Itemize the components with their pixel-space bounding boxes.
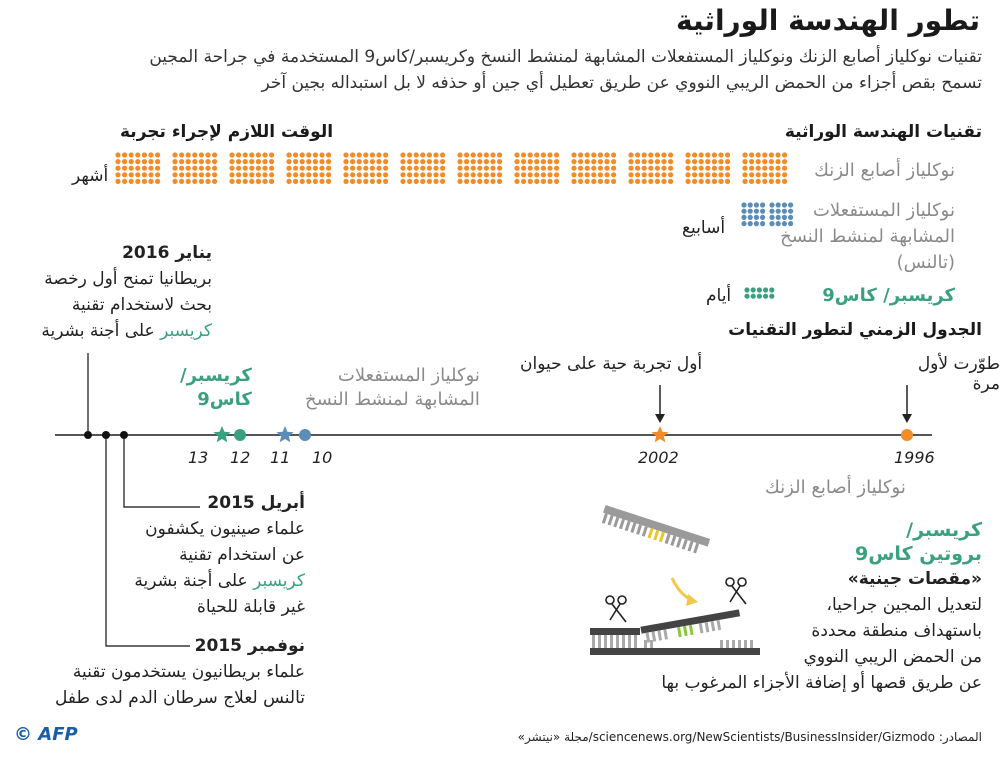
- crispr-box-line-2: باستهداف منطقة محددة: [811, 621, 982, 641]
- crispr-box-title-1: كريسبر/: [906, 519, 982, 541]
- event-jan-2016-tail: على أجنة بشرية: [41, 321, 161, 341]
- event-apr-2015-line-2: عن استخدام تقنية: [179, 545, 305, 565]
- crispr-box-line-3: من الحمض الريبي النووي: [803, 647, 982, 667]
- event-jan-2016-line-2: بحث لاستخدام تقنية: [71, 295, 212, 315]
- crispr-box-line-4: عن طريق قصها أو إضافة الأجزاء المرغوب بها: [661, 673, 982, 693]
- event-apr-2015-date: أبريل 2015: [207, 493, 305, 513]
- label-talens-line-2: المشابهة لمنشط النسخ: [305, 389, 480, 410]
- year-2002: 2002: [638, 448, 679, 467]
- event-jan-2016-date: يناير 2016: [122, 243, 212, 263]
- event-apr-2015-highlight: كريسبر: [253, 571, 305, 591]
- year-11: 11: [270, 448, 291, 467]
- marker-jan-2016: [84, 431, 92, 439]
- label-crispr-line-1: كريسبر/: [180, 365, 252, 386]
- tech-talens-line-1: نوكلياز المستفعلات: [812, 200, 955, 221]
- tech-crispr-duration: أيام: [706, 286, 732, 306]
- tech-talens-line-2: المشابهة لمنشط النسخ: [780, 226, 955, 247]
- marker-2011: [276, 426, 293, 442]
- time-needed-header: الوقت اللازم لإجراء تجربة: [120, 122, 334, 142]
- scissors-left-icon: [606, 596, 626, 622]
- arrow-1996-head: [902, 414, 912, 423]
- event-apr-2015-tail: على أجنة بشرية: [134, 571, 254, 591]
- year-1996: 1996: [894, 448, 935, 467]
- event-apr-2015-line-1: علماء صينيون يكشفون: [145, 519, 305, 539]
- label-first-animal: أول تجربة حية على حيوان: [520, 354, 703, 374]
- label-zinc: نوكلياز أصابع الزنك: [765, 477, 906, 498]
- tech-crispr-name: كريسبر/ كاس9: [822, 285, 955, 306]
- arrow-2002-head: [655, 414, 665, 423]
- event-apr-2015-line-3: [45, 568, 305, 594]
- event-nov-2015-line-2: تالنس لعلاج سرطان الدم لدى طفل: [55, 688, 305, 708]
- marker-2013: [213, 426, 230, 442]
- year-13: 13: [188, 448, 209, 467]
- marker-1996: [901, 429, 913, 441]
- event-nov-2015-date: نوفمبر 2015: [194, 636, 305, 656]
- afp-logo: © AFP: [14, 724, 78, 745]
- marker-apr-2015: [120, 431, 128, 439]
- subtitle-line-2: تسمح بقص أجزاء من الحمض الريبي النووي عن طريق تعطيل أي جين أو حذفه لا بل استبداله بجين آخر: [261, 73, 982, 93]
- event-nov-2015-line-1: علماء بريطانيون يستخدمون تقنية: [72, 662, 305, 682]
- marker-2012: [234, 429, 246, 441]
- label-crispr-line-2: كاس9: [197, 389, 252, 410]
- crispr-box-title-2: بروتين كاس9: [854, 543, 982, 565]
- label-first-developed: طوّرت لأول مرة: [917, 354, 1000, 394]
- subtitle-line-1: تقنيات نوكلياز أصابع الزنك ونوكلياز المستفعلات المشابهة لمنشط النسخ وكريسبر/كاس9 المستخدمة في جراحة المجين: [149, 47, 982, 67]
- techniques-header: تقنيات الهندسة الوراثية: [784, 122, 982, 142]
- tech-zinc-duration: أشهر: [72, 166, 109, 186]
- tech-zinc-name: نوكلياز أصابع الزنك: [814, 160, 955, 181]
- event-nov-2015: [5, 633, 305, 711]
- event-jan-2016: [0, 240, 212, 344]
- crispr-box-subtitle: «مقصات جينية»: [847, 569, 982, 589]
- marker-nov-2015: [102, 431, 110, 439]
- marker-2002: [651, 426, 668, 442]
- year-12: 12: [230, 448, 251, 467]
- event-apr-2015: [45, 490, 305, 620]
- tech-talens-duration: أسابيع: [682, 218, 726, 238]
- tech-talens-line-3: (تالنس): [896, 252, 955, 273]
- source-credits: المصادر: sciencenews.org/NewScientists/BusinessInsider/Gizmodo/مجلة «نيتشر»: [517, 730, 982, 744]
- crispr-box-line-1: لتعديل المجين جراحيا،: [826, 595, 982, 615]
- marker-2010: [299, 429, 311, 441]
- event-jan-2016-highlight: كريسبر: [160, 321, 212, 341]
- year-10: 10: [312, 448, 333, 467]
- event-jan-2016-line-1: بريطانيا تمنح أول رخصة: [44, 269, 212, 289]
- label-talens-line-1: نوكلياز المستفعلات: [337, 365, 480, 386]
- timeline-header: الجدول الزمني لتطور التقنيات: [728, 320, 982, 340]
- crispr-box: [661, 518, 982, 696]
- page-title: تطور الهندسة الوراثية: [676, 4, 980, 37]
- event-apr-2015-line-4: غير قابلة للحياة: [197, 597, 305, 617]
- event-jan-2016-line-3: [0, 318, 212, 344]
